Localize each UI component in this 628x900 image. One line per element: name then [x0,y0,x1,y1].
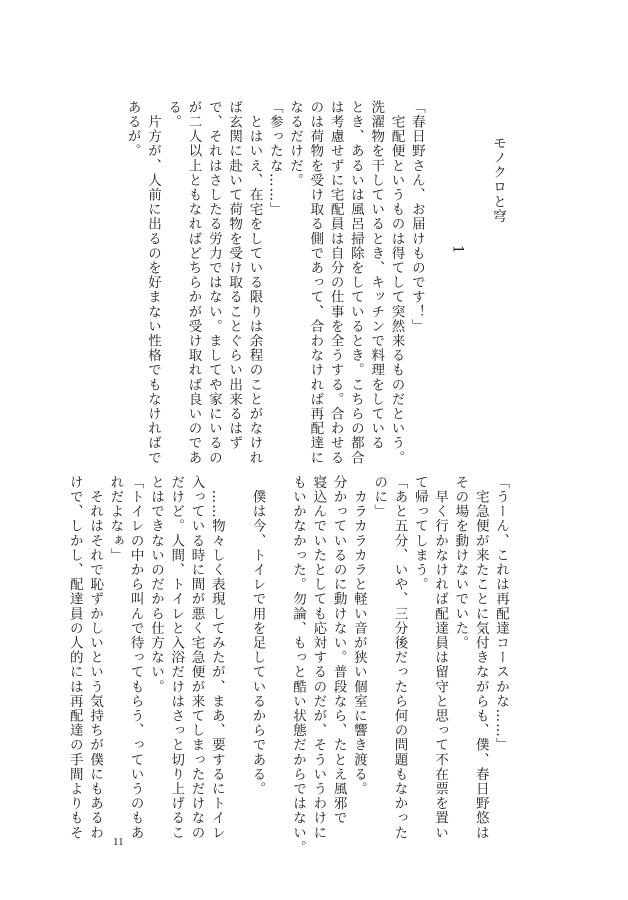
text-line: 僕は今、トイレで用を足しているからである。 [249,475,266,797]
text-line: だけど。人間、トイレと入浴だけはさっと切り上げるこ [168,475,185,840]
text-line: もいかなかった。勿論、もっと酷い状態だからではない。 [290,475,307,855]
text-line: 早く行かなければ配達員は留守と思って不在票を置い [432,475,449,840]
text-line: 洗濯物を干しているとき、キッチンで料理をしている [368,100,385,451]
text-line: のに」 [371,475,388,519]
text-line: で、それはさしたる労力ではない。ましてや家にいるの [205,100,222,465]
text-line: 「トイレの中から叫んで待ってもらう、っていうのもあ [127,475,144,840]
line-gap [427,100,447,440]
text-line: 片方が、人前に出るのを好まない性格でもなければで [144,100,161,465]
text-line: その場を動けないでいた。 [452,475,469,651]
text-line: 「うーん、これは再配達コースかな……」 [493,475,509,753]
text-line: 入っている時に間が悪く宅急便が来てしまっただけなの [188,475,205,840]
text-line: 宅急便が来たことに気付きながらも、僕、春日野悠は [472,475,489,840]
text-line: が二人以上ともなればどちらかが受け取れば良いのであ [185,100,202,465]
text-line: とき、あるいは風呂掃除をしているとき。こちらの都合 [347,100,364,465]
text-line: とはいえ、在宅をしている限りは余程のことがなけれ [246,100,263,465]
text-line: あるが。 [124,100,141,159]
text-line: けで、しかし、配達員の人的には再配達の手間よりもそ [66,475,83,840]
text-line: 「あと五分、いや、三分後だったら何の問題もなかった [391,475,408,840]
text-line: とはできないのだから仕方ない。 [147,475,164,694]
text-line: 「参ったな……」 [266,100,283,217]
text-line: のは荷物を受け取る側であって、合わなければ再配達に [307,100,324,465]
text-line: なるだけだ。 [287,100,304,188]
text-line: それはそれで恥ずかしいという気持ちが僕にもあるわ [87,475,104,840]
text-line: カラカラカラと軽い音が狭い個室に響き渡る。 [350,475,367,797]
chapter-number: 1 [449,245,466,255]
text-line: ば玄関に赴いて荷物を受け取ることぐらい出来るはず [226,100,243,451]
text-line: ……物々しく表現してみたが、まあ、要するにトイレ [208,475,225,840]
line-gap [227,475,247,820]
upper-text-block [122,100,508,465]
text-line: れだよなぁ」 [107,475,124,563]
text-line: 寝込んでいたとしても応対するのだが、そういうわけに [310,475,327,840]
text-line: 「春日野さん、お届けものです！」 [408,100,425,334]
section-title: モノクロと穹 [490,136,506,224]
text-line: は考慮せずに宅配員は自分の仕事を全うする。合わせる [327,100,344,465]
text-line: る。 [165,100,182,130]
text-line: て帰ってしまう。 [411,475,428,592]
page-number: 11 [113,836,124,848]
line-gap [467,100,487,440]
text-line: 宅配便というものは得てして突然来るものだという。 [388,100,405,465]
text-line: 分かっているのに動けない。普段なら、たとえ風邪で [330,475,347,826]
line-gap [267,475,287,820]
